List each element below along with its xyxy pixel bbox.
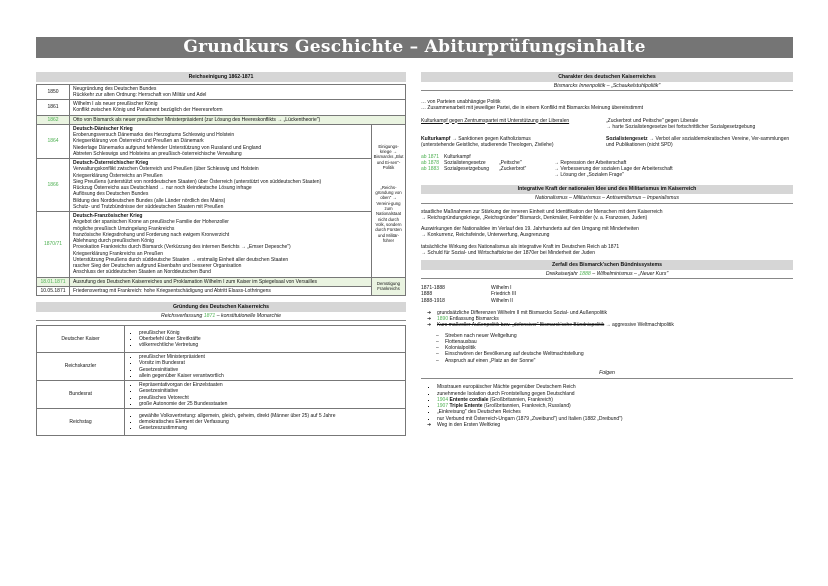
list-item: ▪ preußischer König <box>139 330 403 336</box>
row-line: Rückkehr zur alten Ordnung: Herrschaft von Militär und Adel <box>73 91 207 98</box>
kaiser-name: Friedrich III <box>491 291 517 298</box>
row-line: Schutz- und Trutzbündnisse der süddeutschen Staaten mit Preußen <box>73 203 224 210</box>
list-item: ▪ Gesetzesinitiative <box>139 367 403 373</box>
row-line: Ausrufung des Deutschen Kaiserreiches und Proklamation Wilhelm I zum Kaiser im Spiegelsaal von Versailles <box>73 278 318 285</box>
folgen-t: (Großbritannien, Frankreich) <box>489 396 553 403</box>
table-row <box>37 159 406 212</box>
folgen-t: zunehmende Isolation durch Frontstellung gegen Deutschland <box>437 390 575 397</box>
folgen-t: nur Verbund mit Österreich-Ungarn (1879 „Zweibund") und Italien (1882 „Dreibund") <box>437 415 623 422</box>
dash-item: – Flottenausbau <box>433 339 793 345</box>
row-line: Deutsch-Französischer Krieg <box>73 213 143 219</box>
table-row <box>37 409 406 436</box>
timeline-what: Kulturkampf <box>444 153 471 160</box>
integrative-p3 <box>421 244 793 257</box>
arrow-text: Entlassung Bismarcks <box>449 316 499 322</box>
arrow-year: 1890 <box>437 316 449 322</box>
sg-title: Sozialistengesetz <box>606 136 648 142</box>
kaiser-years: 1888-1918 <box>421 297 445 304</box>
timeline-year: ab 1883 <box>421 166 440 172</box>
kaiser-years: 1871-1888 <box>421 285 445 291</box>
charakter-subheading: Bismarcks Innenpolitik – „Schaukelstuhlpolitik" <box>421 82 793 92</box>
integrative-p1 <box>421 209 793 222</box>
timeline-res: → Verbesserung der sozialen Lage der Arbeiterschaft <box>554 166 673 172</box>
list-item: ▪ Oberbefehl über Streitkräfte <box>139 336 403 342</box>
p-line: Auswirkungen der Nationalidee im Verlauf des 19. Jahrhunderts auf den Umgang mit Minderheiten <box>421 226 639 232</box>
folgen-arrow <box>421 422 793 428</box>
row-line: Rückzug Österreichs aus Deutschland → nur noch kleindeutsche Lösung infrage <box>73 185 252 191</box>
folgen-t: „Einkreisung" des Deutschen Reiches <box>437 409 521 416</box>
row-year: 10.05.1871 <box>37 286 70 295</box>
section-heading-reichseinigung: Reichseinigung 1862-1871 <box>36 72 406 82</box>
row-year: 1864 <box>37 124 70 158</box>
row-line: Wilhelm I als neuer preußischer König <box>73 101 158 107</box>
table-row <box>37 124 406 158</box>
timeline-res: → Repression der Arbeiterschaft <box>554 159 627 166</box>
arrow-item: ➜ Weg in den Ersten Weltkrieg <box>425 422 793 428</box>
organ-items <box>125 353 406 381</box>
row-text <box>70 124 372 158</box>
kk-title: Kulturkampf <box>421 136 451 142</box>
kulturkampf-compare <box>421 118 793 131</box>
sozialistengesetz-def <box>606 136 793 149</box>
row-line: Abtreten Schleswigs und Holsteins an preußisch-österreichische Verwaltung <box>73 150 242 157</box>
section-heading-folgen <box>421 368 793 381</box>
row-line: französische Kriegsdrohung und Forderung nach ewigem Kronverzicht <box>73 231 230 238</box>
row-text <box>70 84 406 100</box>
row-text <box>70 159 372 212</box>
arrow-item: ➜ Kurs maßvoller Außenpolitik bzw. „defensiver" Bismarck'sche Bündnispolitik → aggressive Weltmachtpolitik <box>425 322 793 328</box>
list-item: ▪ Gesetzeszustimmung <box>139 425 403 431</box>
table-row <box>37 353 406 381</box>
row-line: Konflikt zwischen König und Parlament bezüglich der Heeresreform <box>73 107 223 114</box>
row-line: Neugründung des Deutschen Bundes <box>73 85 157 92</box>
charakter-timeline <box>421 154 793 179</box>
row-text <box>70 277 372 286</box>
folgen-b: Entente cordiale <box>449 396 489 403</box>
table-row <box>37 277 406 286</box>
charakter-intro <box>421 99 793 112</box>
arrow-text: aggressive Weltmachtpolitik <box>612 322 674 329</box>
organ-label: Reichstag <box>37 409 125 436</box>
compare-left: Kulturkampf gegen Zentrumspartei mit Unterstützung der Liberalen <box>421 117 570 124</box>
folgen-b: Triple Entente <box>449 403 483 409</box>
dash-item: – Streben nach neuer Weltgeltung <box>433 333 793 339</box>
row-line: Kriegserklärung von Österreich und Preußen an Dänemark <box>73 138 204 145</box>
row-line: Anschluss der süddeutschen Staaten an Norddeutschen Bund <box>73 269 211 276</box>
dash-item: – Anspruch auf einen „Platz an der Sonne" <box>433 358 793 364</box>
timeline-year <box>421 172 444 178</box>
timeline-what: Sozialistengesetze <box>444 159 486 166</box>
row-text <box>70 286 372 295</box>
kk-sg-defs <box>421 136 793 149</box>
organ-label: Bundesrat <box>37 381 125 409</box>
organ-items <box>125 326 406 353</box>
sub-b: – Wilhelminismus – „Neuer Kurs" <box>592 270 669 277</box>
sg-text: → Verbot aller sozialdemokratischen Vereine, Ver-sammlungen und Publikationen (nicht SPD) <box>606 136 790 149</box>
list-item: ▪ preußischer Ministerpräsident <box>139 354 403 360</box>
integrative-subheading: Nationalismus – Militarismus – Antisemitismus – Imperialismus <box>421 194 793 204</box>
sub-rest: – konstitutionelle Monarchie <box>216 312 281 319</box>
side-note: Demütigung Frankreichs <box>372 277 406 296</box>
table-row <box>37 100 406 116</box>
row-year: 1866 <box>37 159 70 212</box>
folgen-y: 1904 <box>437 396 449 403</box>
sub-year: 1888 <box>579 270 591 277</box>
list-item: ▪ demokratisches Element der Verfassung <box>139 419 403 425</box>
verfassung-subheading <box>36 312 406 322</box>
row-year: 1850 <box>37 84 70 100</box>
sub-a: Dreikaiserjahr <box>545 270 578 277</box>
list-item: ▪ allein gegenüber Kaiser verantwortlich <box>139 373 403 379</box>
folgen-t: (Großbritannien, Frankreich, Russland) <box>483 403 571 409</box>
row-text <box>70 115 406 124</box>
kk-text: → Sanktionen gegen Katholizismus <box>451 136 531 142</box>
p-line: → Konkurrenz, Reichsfeinde, Unterwerfung, Ausgrenzung <box>421 232 550 239</box>
list-item: ▪ Gesetzesinitiative <box>139 388 403 394</box>
table-row <box>37 84 406 100</box>
section-heading-gruendung: Gründung des Deutschen Kaiserreichs <box>36 302 406 312</box>
row-line: Angebot der spanischen Krone an preußische Familie der Hohenzoller <box>73 219 229 226</box>
table-row <box>37 381 406 409</box>
timeline-mid: „Peitsche" <box>499 159 522 166</box>
organ-label: Reichskanzler <box>37 353 125 381</box>
kaiser-list <box>421 285 793 304</box>
intro-line: … Zusammenarbeit mit jeweiliger Partei, die in einem Konflikt mit Bismarcks Meinung übereinstimmt <box>421 105 644 112</box>
row-line: Niederlage Dänemarks aufgrund fehlender Unterstützung von Russland und England <box>73 144 262 151</box>
kaiser-name: Wilhelm I <box>491 285 512 291</box>
timeline-res: → Lösung der „Sozialen Frage" <box>554 172 624 179</box>
table-row <box>37 115 406 124</box>
section-heading-integrative: Integrative Kraft der nationalen Idee und des Militarismus im Kaiserreich <box>421 185 793 195</box>
row-line: Ablehnung durch preußischen König <box>73 238 154 244</box>
list-item: ▪ Repräsentativorgan der Einzelstaaten <box>139 382 403 388</box>
sub-year: 1871 <box>203 312 216 319</box>
reichseinigung-table <box>36 84 406 297</box>
side-note-1: Einigungs-kriege → Bismarcks „Blut und Ei-sen"-Politik <box>373 143 404 171</box>
page-title: Grundkurs Geschichte – Abiturprüfungsinhalte <box>36 37 793 58</box>
intro-line: … von Parteien unabhängige Politik <box>421 99 501 105</box>
p-line: tatsächliche Wirkung des Nationalismus als integrative Kraft im Deutschen Reich ab 1871 <box>421 243 620 250</box>
kaiser-name: Wilhelm II <box>491 297 513 304</box>
timeline-mid: „Zuckerbrot" <box>499 166 527 172</box>
row-text <box>70 100 406 116</box>
row-year: 1862 <box>37 115 70 124</box>
compare-right-1: „Zuckerbrot und Peitsche" gegen Liberale <box>606 117 699 124</box>
table-row <box>37 286 406 295</box>
row-line: Deutsch-Österreichischer Krieg <box>73 160 149 166</box>
list-item: ▪ Vorsitz im Bundesrat <box>139 360 403 366</box>
row-line: Bildung des Norddeutschen Bundes (alle Länder nördlich des Mains) <box>73 197 226 204</box>
row-line: Friedensvertrag mit Frankreich: hohe Kriegsentschädigung und Abtritt Elsass-Lothringens <box>73 287 271 294</box>
row-year: 18.01.1871 <box>37 277 70 286</box>
dash-item: – Kolonialpolitik <box>433 345 793 351</box>
timeline-what <box>444 172 499 178</box>
row-line: Provokation Frankreichs durch Bismarck (Verkürzung des internen Berichts → „Emser Depesche") <box>73 244 291 251</box>
row-year: 1861 <box>37 100 70 116</box>
timeline-year: ab 1878 <box>421 159 440 166</box>
compare-right-2: → harte Sozialistengesetze bei fortschrittlicher Sozialgesetzgebung <box>606 123 756 130</box>
kaiser-years: 1888 <box>421 291 433 298</box>
integrative-p2 <box>421 226 793 239</box>
row-line: Kriegserklärung Österreichs an Preußen <box>73 172 163 179</box>
compare-right <box>606 118 793 131</box>
dash-item: – Einschwören der Bevölkerung auf deutsche Weltmachtstellung <box>433 351 793 357</box>
row-year: 1870/71 <box>37 212 70 278</box>
side-note-2: „Reichs-gründung von oben" → Vereini-gung zum Nationalstaat nicht durch Volk, sondern durch Fürsten und Militär-führer <box>375 184 402 244</box>
verfassung-table <box>36 325 406 436</box>
timeline-mid <box>499 172 554 178</box>
list-item: ▪ völkerrechtliche Vertretung <box>139 342 403 348</box>
p-line: staatliche Maßnahmen zur Stärkung der inneren Einheit und Identifikation der Menschen mit dem Kaiserreich <box>421 208 663 215</box>
row-line: mögliche preußisch Umzingelung Frankreichs <box>73 225 175 232</box>
folgen-t: Misstrauen europäischer Mächte gegenüber Deutschem Reich <box>437 384 576 391</box>
struck-text: Kurs maßvoller Außenpolitik bzw. „defensiver" Bismarck'sche Bündnispolitik <box>437 322 605 329</box>
right-column <box>421 72 793 428</box>
list-item: ▪ gewählte Volksvertretung: allgemein, gleich, geheim, direkt (Männer über 25) auf 5 Jahre <box>139 413 403 419</box>
zerfall-arrows <box>421 310 793 329</box>
arrow-item: ➜ grundsätzliche Differenzen Wilhelm II mit Bismarcks Sozial- und Außenpolitik <box>425 310 793 316</box>
row-line: Unterstützung Preußens durch süddeutsche Staaten → erstmalig Einheit aller deutschen Staaten <box>73 256 289 263</box>
timeline-what: Sozialgesetzgebung <box>444 166 490 172</box>
zerfall-dashes <box>421 333 793 364</box>
row-text <box>70 212 372 278</box>
organ-label: Deutscher Kaiser <box>37 326 125 353</box>
organ-items <box>125 381 406 409</box>
row-line: Eroberungsversuch Dänemarks des Herzogtums Schleswig und Holstein <box>73 132 235 138</box>
kulturkampf-def <box>421 136 606 149</box>
left-column <box>36 72 406 436</box>
section-heading-zerfall: Zerfall des Bismarck'schen Bündnissystems <box>421 260 793 270</box>
p-line: → Reichsgründungskriege, „Reichsgründer" Bismarck, Denkmäler, Feinbilder (v. a. Franzosen, Juden) <box>421 214 648 221</box>
folgen-y: 1907 <box>437 403 449 409</box>
row-line: Verwaltungskonflikt zwischen Österreich und Preußen (über Schleswig und Holstein <box>73 166 259 173</box>
sub-label: Reichsverfassung <box>161 312 203 319</box>
row-line: Auflösung des Deutschen Bundes <box>73 191 149 198</box>
organ-items <box>125 409 406 436</box>
list-item: ▪ große Autonomie der 25 Bundesstaaten <box>139 401 403 407</box>
row-line: Otto von Bismarck als neuer preußischer Ministerpräsident (zur Lösung des Heereskonflikts → „Lückentheorie") <box>73 116 321 123</box>
timeline-year: ab 1871 <box>421 153 440 160</box>
timeline-row <box>421 172 793 178</box>
row-line: rascher Sieg der Deutschen aufgrund Eisenbahn und besserer Organisation <box>73 263 242 269</box>
zerfall-subheading <box>421 270 793 280</box>
list-item: ▪ preußisches Vetorecht <box>139 395 403 401</box>
kaiser-row <box>421 298 793 304</box>
table-row <box>37 212 406 278</box>
p-line: → Schuld für Sozial- und Wirtschaftskrise der 1870er bei Minderheit der Juden <box>421 249 595 256</box>
row-line: Deutsch-Dänischer Krieg <box>73 125 133 132</box>
row-line: Kriegserklärung Frankreichs an Preußen <box>73 250 164 257</box>
kk-text2: (unterstehende Geistliche, studierende Theologen, Zivilehe) <box>421 142 554 149</box>
table-row <box>37 326 406 353</box>
folgen-list <box>421 384 793 422</box>
folgen-subheading: Folgen <box>421 369 793 379</box>
side-note <box>372 124 406 277</box>
section-heading-charakter: Charakter des deutschen Kaiserreiches <box>421 72 793 82</box>
row-line: Sieg Preußens (unterstützt von norddeutschen Staaten) über Österreich (unterstützt von süddeutschen Staaten) <box>73 178 322 185</box>
